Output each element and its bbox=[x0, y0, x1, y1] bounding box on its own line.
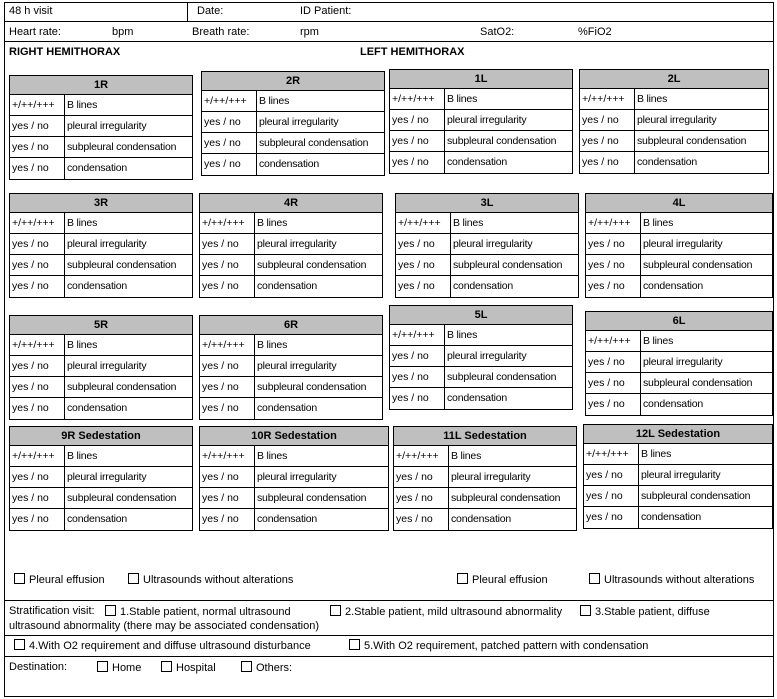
zone-row bbox=[200, 356, 382, 377]
yes-no-field[interactable]: yes / no bbox=[390, 346, 445, 366]
finding-label: condensation bbox=[257, 513, 318, 525]
score-field[interactable]: +/++/+++ bbox=[200, 335, 255, 355]
finding-label: condensation bbox=[447, 156, 508, 168]
zone-title: 3R bbox=[10, 194, 192, 213]
stratification-label: Stratification visit: bbox=[9, 605, 95, 617]
zone-row bbox=[394, 467, 576, 488]
right-no-alterations-option[interactable] bbox=[128, 573, 293, 587]
finding-label: B lines bbox=[257, 450, 288, 462]
zone-row bbox=[202, 154, 384, 175]
strat-divider-mid bbox=[4, 635, 774, 636]
yes-no-field[interactable]: yes / no bbox=[202, 112, 257, 132]
strat-option-3-continued: ultrasound abnormality (there may be associated condensation) bbox=[9, 620, 320, 632]
strat-option-1[interactable] bbox=[105, 605, 291, 619]
yes-no-field[interactable]: yes / no bbox=[396, 234, 451, 254]
checkbox[interactable] bbox=[128, 573, 139, 584]
finding-label: subpleural condensation bbox=[453, 259, 563, 271]
finding-label: condensation bbox=[257, 280, 318, 292]
zone-table bbox=[585, 311, 773, 416]
checkbox[interactable] bbox=[97, 661, 108, 672]
zone-row bbox=[390, 325, 572, 346]
zone-row bbox=[586, 255, 772, 276]
score-field[interactable]: +/++/+++ bbox=[200, 446, 255, 466]
header-divider-1 bbox=[4, 21, 774, 22]
left-hemithorax-title: LEFT HEMITHORAX bbox=[360, 46, 465, 58]
yes-no-field[interactable]: yes / no bbox=[200, 234, 255, 254]
zone-row bbox=[200, 509, 388, 530]
zone-row bbox=[584, 444, 772, 465]
score-field[interactable]: +/++/+++ bbox=[390, 325, 445, 345]
destination-home-label: Home bbox=[112, 662, 142, 674]
finding-label: condensation bbox=[641, 511, 702, 523]
zone-row bbox=[580, 110, 768, 131]
zone-row bbox=[10, 335, 192, 356]
finding-label: pleural irregularity bbox=[257, 238, 337, 250]
finding-label: B lines bbox=[67, 99, 98, 111]
strat-option-3-label: 3.Stable patient, diffuse bbox=[595, 606, 710, 618]
yes-no-field[interactable]: yes / no bbox=[390, 367, 445, 387]
left-no-alterations-option[interactable] bbox=[589, 573, 754, 587]
yes-no-field[interactable]: yes / no bbox=[10, 377, 65, 397]
zone-title: 4L bbox=[586, 194, 772, 213]
zone-title: 1L bbox=[390, 70, 572, 89]
yes-no-field[interactable]: yes / no bbox=[580, 110, 635, 130]
breath-rate-unit: rpm bbox=[300, 26, 319, 38]
zone-table bbox=[9, 315, 193, 420]
yes-no-field[interactable]: yes / no bbox=[390, 131, 445, 151]
zone-row bbox=[200, 467, 388, 488]
zone-row bbox=[10, 509, 192, 530]
yes-no-field[interactable]: yes / no bbox=[584, 486, 639, 506]
score-field[interactable]: +/++/+++ bbox=[10, 95, 65, 115]
finding-label: B lines bbox=[67, 339, 98, 351]
yes-no-field[interactable]: yes / no bbox=[586, 276, 641, 297]
finding-label: subpleural condensation bbox=[447, 371, 557, 383]
zone-title: 10R Sedestation bbox=[200, 427, 388, 446]
strat-option-3[interactable] bbox=[580, 605, 710, 619]
finding-label: B lines bbox=[637, 93, 668, 105]
destination-others-label: Others: bbox=[256, 662, 293, 674]
finding-label: B lines bbox=[641, 448, 672, 460]
zone-row bbox=[10, 213, 192, 234]
finding-label: pleural irregularity bbox=[257, 471, 337, 483]
yes-no-field[interactable]: yes / no bbox=[200, 467, 255, 487]
finding-label: condensation bbox=[637, 156, 698, 168]
zone-title: 5L bbox=[390, 306, 572, 325]
zone-row bbox=[396, 276, 578, 297]
yes-no-field[interactable]: yes / no bbox=[200, 255, 255, 275]
finding-label: subpleural condensation bbox=[67, 259, 177, 271]
destination-hospital-label: Hospital bbox=[176, 662, 216, 674]
zone-row bbox=[202, 112, 384, 133]
zone-row bbox=[390, 388, 572, 409]
finding-label: condensation bbox=[453, 280, 514, 292]
zone-row bbox=[200, 488, 388, 509]
yes-no-field[interactable]: yes / no bbox=[10, 116, 65, 136]
yes-no-field[interactable]: yes / no bbox=[390, 388, 445, 409]
right-hemithorax-title: RIGHT HEMITHORAX bbox=[9, 46, 121, 58]
zone-row bbox=[586, 276, 772, 297]
finding-label: B lines bbox=[67, 217, 98, 229]
destination-others[interactable] bbox=[241, 661, 292, 675]
score-field[interactable]: +/++/+++ bbox=[10, 335, 65, 355]
checkbox[interactable] bbox=[161, 661, 172, 672]
zone-row bbox=[396, 234, 578, 255]
finding-label: subpleural condensation bbox=[641, 490, 751, 502]
finding-label: condensation bbox=[259, 158, 320, 170]
finding-label: pleural irregularity bbox=[643, 356, 723, 368]
finding-label: condensation bbox=[67, 162, 128, 174]
score-field[interactable]: +/++/+++ bbox=[10, 446, 65, 466]
no-alterations-label: Ultrasounds without alterations bbox=[143, 574, 294, 586]
zone-row bbox=[390, 367, 572, 388]
score-field[interactable]: +/++/+++ bbox=[586, 331, 641, 351]
finding-label: B lines bbox=[259, 95, 290, 107]
zone-title: 6R bbox=[200, 316, 382, 335]
right-pleural-effusion-option[interactable] bbox=[14, 573, 105, 587]
strat-divider-top bbox=[4, 600, 774, 601]
zone-row bbox=[580, 89, 768, 110]
finding-label: pleural irregularity bbox=[67, 471, 147, 483]
zone-title: 11L Sedestation bbox=[394, 427, 576, 446]
zone-table bbox=[199, 193, 383, 298]
score-field[interactable]: +/++/+++ bbox=[584, 444, 639, 464]
zone-row bbox=[10, 356, 192, 377]
yes-no-field[interactable]: yes / no bbox=[10, 137, 65, 157]
zone-row bbox=[580, 131, 768, 152]
zone-row bbox=[394, 488, 576, 509]
finding-label: B lines bbox=[447, 329, 478, 341]
yes-no-field[interactable]: yes / no bbox=[10, 398, 65, 419]
zone-row bbox=[10, 398, 192, 419]
date-label: Date: bbox=[197, 5, 224, 17]
finding-label: B lines bbox=[643, 335, 674, 347]
finding-label: pleural irregularity bbox=[643, 238, 723, 250]
finding-label: pleural irregularity bbox=[447, 350, 527, 362]
zone-table bbox=[9, 193, 193, 298]
finding-label: pleural irregularity bbox=[257, 360, 337, 372]
score-field[interactable]: +/++/+++ bbox=[580, 89, 635, 109]
zone-row bbox=[200, 377, 382, 398]
checkbox[interactable] bbox=[105, 605, 116, 616]
zone-table bbox=[199, 426, 389, 531]
pleural-effusion-label: Pleural effusion bbox=[472, 574, 548, 586]
zone-table bbox=[579, 69, 769, 174]
finding-label: subpleural condensation bbox=[643, 377, 753, 389]
dest-divider bbox=[4, 656, 774, 657]
zone-row bbox=[202, 133, 384, 154]
yes-no-field[interactable]: yes / no bbox=[10, 488, 65, 508]
yes-no-field[interactable]: yes / no bbox=[202, 154, 257, 175]
zone-row bbox=[580, 152, 768, 173]
zone-row bbox=[10, 488, 192, 509]
finding-label: subpleural condensation bbox=[259, 137, 369, 149]
finding-label: pleural irregularity bbox=[447, 114, 527, 126]
finding-label: subpleural condensation bbox=[257, 492, 367, 504]
zone-row bbox=[584, 507, 772, 528]
zone-row bbox=[396, 213, 578, 234]
zone-row bbox=[390, 152, 572, 173]
finding-label: subpleural condensation bbox=[67, 381, 177, 393]
yes-no-field[interactable]: yes / no bbox=[10, 356, 65, 376]
zone-row bbox=[390, 110, 572, 131]
finding-label: condensation bbox=[257, 402, 318, 414]
finding-label: B lines bbox=[451, 450, 482, 462]
zone-table bbox=[389, 69, 573, 174]
yes-no-field[interactable]: yes / no bbox=[390, 110, 445, 130]
finding-label: subpleural condensation bbox=[257, 259, 367, 271]
score-field[interactable]: +/++/+++ bbox=[200, 213, 255, 233]
zone-table bbox=[199, 315, 383, 420]
zone-row bbox=[10, 116, 192, 137]
yes-no-field[interactable]: yes / no bbox=[200, 509, 255, 530]
zone-row bbox=[584, 486, 772, 507]
zone-row bbox=[394, 509, 576, 530]
zone-table bbox=[585, 193, 773, 298]
zone-title: 6L bbox=[586, 312, 772, 331]
zone-table bbox=[583, 424, 773, 529]
finding-label: pleural irregularity bbox=[259, 116, 339, 128]
score-field[interactable]: +/++/+++ bbox=[10, 213, 65, 233]
score-field[interactable]: +/++/+++ bbox=[586, 213, 641, 233]
finding-label: condensation bbox=[643, 398, 704, 410]
zone-row bbox=[200, 335, 382, 356]
patient-id-label: ID Patient: bbox=[300, 5, 352, 17]
destination-hospital[interactable] bbox=[161, 661, 216, 675]
fio2-label: %FiO2 bbox=[578, 26, 612, 38]
checkbox[interactable] bbox=[330, 605, 341, 616]
yes-no-field[interactable]: yes / no bbox=[200, 276, 255, 297]
yes-no-field[interactable]: yes / no bbox=[586, 373, 641, 393]
score-field[interactable]: +/++/+++ bbox=[202, 91, 257, 111]
finding-label: subpleural condensation bbox=[257, 381, 367, 393]
finding-label: subpleural condensation bbox=[643, 259, 753, 271]
checkbox[interactable] bbox=[589, 573, 600, 584]
yes-no-field[interactable]: yes / no bbox=[586, 394, 641, 415]
strat-option-5[interactable] bbox=[349, 639, 648, 653]
zone-row bbox=[586, 352, 772, 373]
yes-no-field[interactable]: yes / no bbox=[10, 234, 65, 254]
score-field[interactable]: +/++/+++ bbox=[396, 213, 451, 233]
finding-label: B lines bbox=[447, 93, 478, 105]
finding-label: pleural irregularity bbox=[453, 238, 533, 250]
yes-no-field[interactable]: yes / no bbox=[390, 152, 445, 173]
zone-row bbox=[10, 137, 192, 158]
zone-row bbox=[10, 95, 192, 116]
no-alterations-label: Ultrasounds without alterations bbox=[604, 574, 755, 586]
checkbox[interactable] bbox=[457, 573, 468, 584]
zone-row bbox=[586, 213, 772, 234]
yes-no-field[interactable]: yes / no bbox=[584, 465, 639, 485]
zone-row bbox=[390, 131, 572, 152]
finding-label: condensation bbox=[67, 280, 128, 292]
finding-label: condensation bbox=[643, 280, 704, 292]
zone-row bbox=[10, 446, 192, 467]
finding-label: pleural irregularity bbox=[637, 114, 717, 126]
zone-row bbox=[390, 346, 572, 367]
yes-no-field[interactable]: yes / no bbox=[10, 276, 65, 297]
sat-label: SatO2: bbox=[480, 26, 515, 38]
yes-no-field[interactable]: yes / no bbox=[200, 356, 255, 376]
yes-no-field[interactable]: yes / no bbox=[586, 255, 641, 275]
yes-no-field[interactable]: yes / no bbox=[396, 276, 451, 297]
finding-label: subpleural condensation bbox=[451, 492, 561, 504]
zone-title: 12L Sedestation bbox=[584, 425, 772, 444]
finding-label: condensation bbox=[451, 513, 512, 525]
zone-row bbox=[10, 467, 192, 488]
zone-title: 1R bbox=[10, 76, 192, 95]
zone-row bbox=[200, 213, 382, 234]
strat-option-2-label: 2.Stable patient, mild ultrasound abnormality bbox=[345, 606, 563, 618]
yes-no-field[interactable]: yes / no bbox=[584, 507, 639, 528]
zone-row bbox=[10, 234, 192, 255]
zone-title: 5R bbox=[10, 316, 192, 335]
yes-no-field[interactable]: yes / no bbox=[394, 467, 449, 487]
score-field[interactable]: +/++/+++ bbox=[390, 89, 445, 109]
zone-title: 2R bbox=[202, 72, 384, 91]
yes-no-field[interactable]: yes / no bbox=[586, 234, 641, 254]
zone-table bbox=[9, 426, 193, 531]
strat-option-2[interactable] bbox=[330, 605, 562, 619]
zone-row bbox=[390, 89, 572, 110]
yes-no-field[interactable]: yes / no bbox=[200, 398, 255, 419]
yes-no-field[interactable]: yes / no bbox=[10, 255, 65, 275]
checkbox[interactable] bbox=[580, 605, 591, 616]
checkbox[interactable] bbox=[349, 639, 360, 650]
finding-label: condensation bbox=[67, 513, 128, 525]
zone-table bbox=[201, 71, 385, 176]
zone-row bbox=[586, 373, 772, 394]
finding-label: pleural irregularity bbox=[641, 469, 721, 481]
zone-row bbox=[10, 276, 192, 297]
zone-row bbox=[202, 91, 384, 112]
finding-label: pleural irregularity bbox=[451, 471, 531, 483]
header-divider-v bbox=[187, 2, 188, 22]
yes-no-field[interactable]: yes / no bbox=[200, 377, 255, 397]
finding-label: B lines bbox=[67, 450, 98, 462]
breath-rate-label: Breath rate: bbox=[192, 26, 250, 38]
yes-no-field[interactable]: yes / no bbox=[586, 352, 641, 372]
zone-title: 3L bbox=[396, 194, 578, 213]
yes-no-field[interactable]: yes / no bbox=[200, 488, 255, 508]
yes-no-field[interactable]: yes / no bbox=[202, 133, 257, 153]
zone-row bbox=[200, 255, 382, 276]
zone-table bbox=[389, 305, 573, 410]
left-pleural-effusion-option[interactable] bbox=[457, 573, 548, 587]
zone-row bbox=[200, 276, 382, 297]
heart-rate-label: Heart rate: bbox=[9, 26, 61, 38]
score-field[interactable]: +/++/+++ bbox=[394, 446, 449, 466]
finding-label: subpleural condensation bbox=[447, 135, 557, 147]
yes-no-field[interactable]: yes / no bbox=[396, 255, 451, 275]
zone-title: 9R Sedestation bbox=[10, 427, 192, 446]
finding-label: pleural irregularity bbox=[67, 120, 147, 132]
zone-row bbox=[586, 234, 772, 255]
yes-no-field[interactable]: yes / no bbox=[394, 509, 449, 530]
strat-option-4[interactable] bbox=[14, 639, 311, 653]
finding-label: B lines bbox=[643, 217, 674, 229]
zone-row bbox=[586, 331, 772, 352]
finding-label: subpleural condensation bbox=[637, 135, 747, 147]
zone-table bbox=[9, 75, 193, 180]
zone-row bbox=[200, 446, 388, 467]
zone-row bbox=[396, 255, 578, 276]
destination-home[interactable] bbox=[97, 661, 141, 675]
zone-row bbox=[10, 255, 192, 276]
zone-row bbox=[394, 446, 576, 467]
strat-option-1-label: 1.Stable patient, normal ultrasound bbox=[120, 606, 291, 618]
yes-no-field[interactable]: yes / no bbox=[394, 488, 449, 508]
heart-rate-unit: bpm bbox=[112, 26, 134, 38]
strat-option-5-label: 5.With O2 requirement, patched pattern with condensation bbox=[364, 640, 649, 652]
zone-table bbox=[393, 426, 577, 531]
zone-row bbox=[200, 234, 382, 255]
finding-label: B lines bbox=[257, 217, 288, 229]
finding-label: subpleural condensation bbox=[67, 141, 177, 153]
finding-label: condensation bbox=[67, 402, 128, 414]
finding-label: B lines bbox=[453, 217, 484, 229]
zone-row bbox=[10, 377, 192, 398]
visit-label: 48 h visit bbox=[9, 5, 53, 17]
finding-label: pleural irregularity bbox=[67, 360, 147, 372]
yes-no-field[interactable]: yes / no bbox=[580, 131, 635, 151]
checkbox[interactable] bbox=[241, 661, 252, 672]
strat-option-4-label: 4.With O2 requirement and diffuse ultrasound disturbance bbox=[29, 640, 311, 652]
zone-table bbox=[395, 193, 579, 298]
yes-no-field[interactable]: yes / no bbox=[10, 158, 65, 179]
header-divider-2 bbox=[4, 41, 774, 42]
finding-label: subpleural condensation bbox=[67, 492, 177, 504]
finding-label: B lines bbox=[257, 339, 288, 351]
finding-label: pleural irregularity bbox=[67, 238, 147, 250]
zone-row bbox=[586, 394, 772, 415]
zone-row bbox=[584, 465, 772, 486]
destination-label: Destination: bbox=[9, 661, 68, 673]
checkbox[interactable] bbox=[14, 639, 25, 650]
pleural-effusion-label: Pleural effusion bbox=[29, 574, 105, 586]
zone-title: 2L bbox=[580, 70, 768, 89]
finding-label: condensation bbox=[447, 392, 508, 404]
zone-title: 4R bbox=[200, 194, 382, 213]
zone-row bbox=[10, 158, 192, 179]
yes-no-field[interactable]: yes / no bbox=[10, 467, 65, 487]
zone-row bbox=[200, 398, 382, 419]
yes-no-field[interactable]: yes / no bbox=[10, 509, 65, 530]
checkbox[interactable] bbox=[14, 573, 25, 584]
yes-no-field[interactable]: yes / no bbox=[580, 152, 635, 173]
